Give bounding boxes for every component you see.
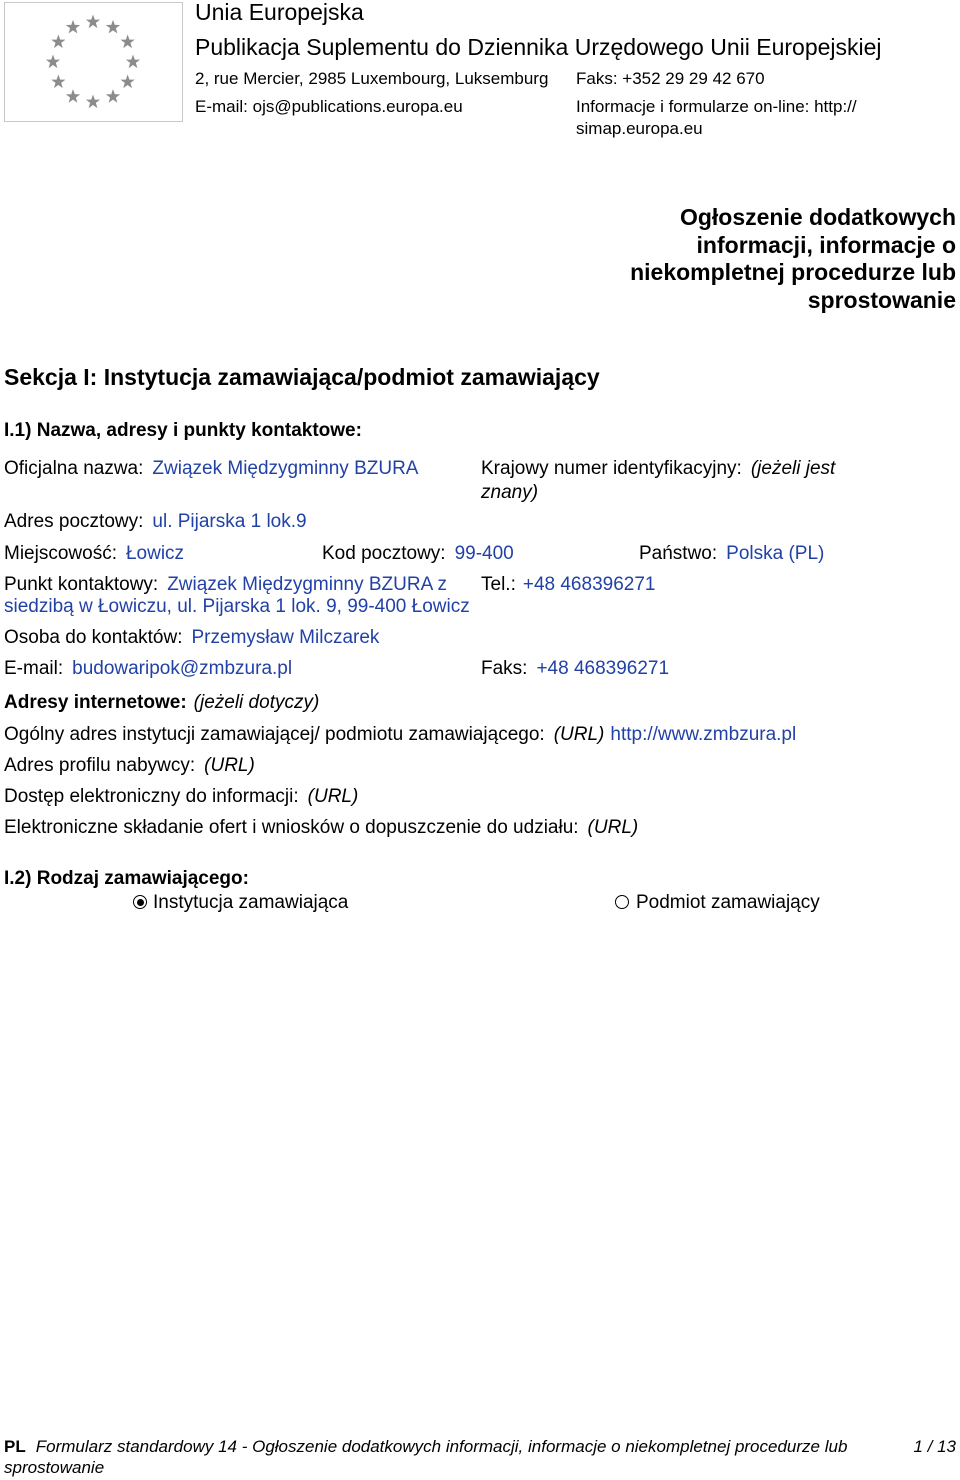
radio-contracting-entity (615, 895, 629, 909)
postal-code-label: Kod pocztowy: (322, 543, 446, 564)
footer-language: PL (4, 1437, 26, 1456)
logo-star (121, 75, 135, 89)
footer-form-name: Formularz standardowy 14 - Ogłoszenie dodatkowych informacji, informacje o niekompletnej procedurze lub sprostowanie (4, 1437, 848, 1477)
publisher-fax: Faks: +352 29 29 42 670 (576, 69, 765, 88)
national-id-hint: (jeżeli jest znany) (481, 458, 836, 503)
online-info-line[interactable]: Informacje i formularze on-line: http:// (576, 97, 857, 116)
official-name-label: Oficjalna nazwa: (4, 458, 144, 479)
postal-address-value: ul. Pijarska 1 lok.9 (152, 511, 307, 532)
online-info[interactable] (576, 96, 857, 140)
notice-title-line: informacji, informacje o (696, 231, 956, 258)
buyer-profile-hint: (URL) (204, 755, 255, 776)
town-row (4, 542, 184, 566)
town-value: Łowicz (125, 543, 185, 564)
publisher-address: 2, rue Mercier, 2985 Luxembourg, Luksemburg (195, 69, 549, 88)
general-address-link[interactable]: http://www.zmbzura.pl (610, 724, 797, 745)
radio-contracting-entity-label: Podmiot zamawiający (636, 892, 820, 913)
page-footer (4, 1436, 874, 1478)
fax-row (481, 657, 669, 681)
logo-star (106, 89, 120, 103)
phone-row (481, 574, 655, 596)
general-address-label: Ogólny adres instytucji zamawiającej/ podmiotu zamawiającego: (4, 724, 545, 745)
internet-addresses-heading (4, 691, 319, 715)
logo-star (51, 75, 65, 89)
buyer-profile-row (4, 754, 255, 778)
logo-star (86, 15, 100, 29)
country-label: Państwo: (639, 543, 718, 564)
postal-code-value: 99-400 (454, 543, 514, 564)
general-address-row (4, 723, 796, 747)
electronic-access-row (4, 785, 358, 809)
radio-selected-dot (137, 899, 144, 906)
postal-address-label: Adres pocztowy: (4, 511, 144, 532)
radio-contracting-authority-label: Instytucja zamawiająca (153, 892, 349, 913)
email-label: E-mail: (4, 658, 64, 679)
general-address-hint: (URL) (553, 724, 605, 745)
publication-name: Publikacja Suplementu do Dziennika Urzędowego Unii Europejskiej (195, 34, 882, 60)
page-number: 1 / 13 (913, 1437, 956, 1456)
logo-star (86, 95, 100, 109)
notice-title-line: sprostowanie (807, 287, 956, 314)
national-id-label: Krajowy numer identyfikacyjny: (481, 458, 742, 479)
contact-person-label: Osoba do kontaktów: (4, 627, 183, 648)
logo-star (46, 55, 60, 69)
electronic-access-label: Dostęp elektroniczny do informacji: (4, 786, 299, 807)
internet-addresses-hint: (jeżeli dotyczy) (193, 692, 320, 713)
email-row (4, 657, 292, 681)
logo-star (66, 89, 80, 103)
notice-title-line: niekompletnej procedurze lub (630, 259, 956, 286)
fax-value: +48 468396271 (536, 658, 670, 679)
internet-addresses-label: Adresy internetowe: (4, 692, 187, 713)
section-1-heading: Sekcja I: Instytucja zamawiająca/podmiot zamawiający (4, 364, 600, 390)
electronic-submission-row (4, 816, 638, 840)
online-info-link[interactable]: simap.europa.eu (576, 119, 703, 138)
phone-value: +48 468396271 (522, 574, 656, 595)
eu-flag-icon (4, 2, 183, 122)
contact-person-value: Przemysław Milczarek (191, 627, 380, 648)
postal-address-row (4, 510, 307, 534)
national-id-row (481, 457, 861, 505)
town-label: Miejscowość: (4, 543, 117, 564)
contact-person-row (4, 626, 379, 650)
postal-code-row (322, 542, 514, 566)
electronic-submission-hint: (URL) (587, 817, 639, 838)
contact-point-value: Związek Międzygminny BZURA z siedzibą w Łowiczu, ul. Pijarska 1 lok. 9, 99-400 Łowicz (4, 574, 470, 617)
official-name-value: Związek Międzygminny BZURA (152, 458, 419, 479)
country-row (639, 542, 824, 566)
section-i2-heading: I.2) Rodzaj zamawiającego: (4, 868, 249, 889)
electronic-access-hint: (URL) (307, 786, 359, 807)
electronic-submission-label: Elektroniczne składanie ofert i wniosków o dopuszczenie do udziału: (4, 817, 579, 838)
radio-contracting-authority (133, 895, 147, 909)
logo-star (51, 35, 65, 49)
publisher-email[interactable]: E-mail: ojs@publications.europa.eu (195, 97, 463, 116)
logo-star (126, 55, 140, 69)
contact-point-label: Punkt kontaktowy: (4, 574, 159, 595)
notice-title (630, 204, 956, 315)
notice-title-line: Ogłoszenie dodatkowych (679, 204, 956, 230)
logo-star (121, 35, 135, 49)
logo-star (66, 20, 80, 34)
eu-flag-stars (5, 3, 182, 121)
logo-star (106, 20, 120, 34)
section-i1-heading: I.1) Nazwa, adresy i punkty kontaktowe: (4, 420, 362, 441)
publisher-name: Unia Europejska (195, 0, 364, 25)
phone-label: Tel.: (481, 574, 516, 595)
buyer-profile-label: Adres profilu nabywcy: (4, 755, 196, 776)
contact-point-row (4, 574, 478, 618)
fax-label: Faks: (481, 658, 528, 679)
country-value: Polska (PL) (726, 543, 825, 564)
official-name-row (4, 457, 418, 481)
email-value[interactable]: budowaripok@zmbzura.pl (72, 658, 293, 679)
